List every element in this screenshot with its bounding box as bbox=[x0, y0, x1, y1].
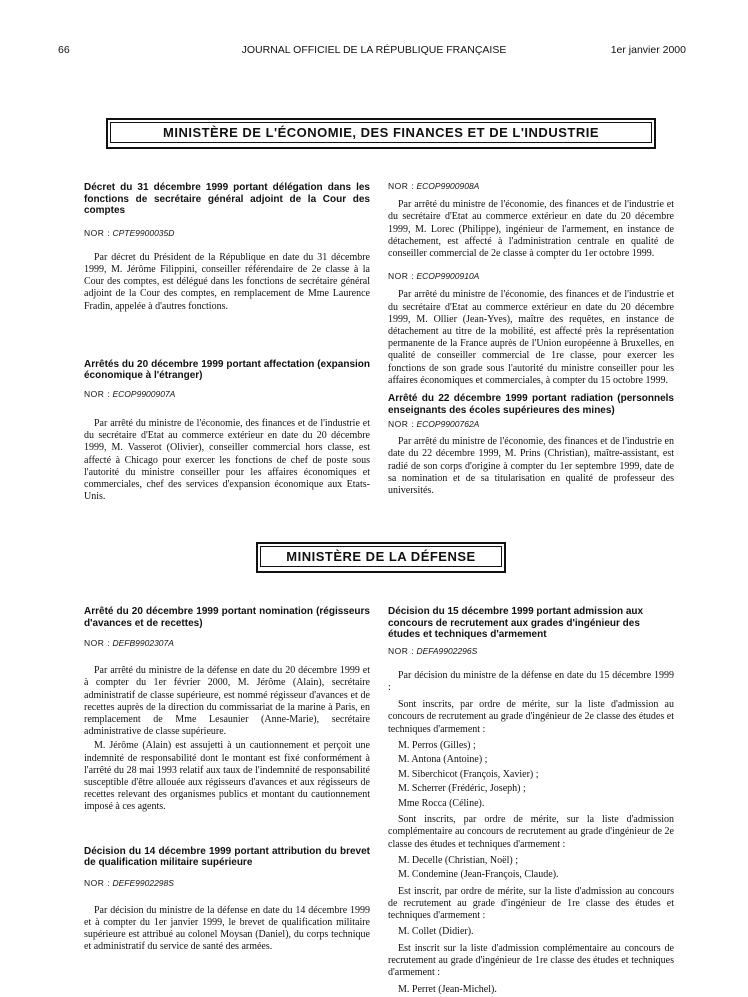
list-item: M. Collet (Didier). bbox=[398, 926, 474, 938]
arrete-nomination-nor: NOR : DEFB9902307A bbox=[84, 638, 174, 648]
list-item: M. Decelle (Christian, Noël) ; bbox=[398, 854, 518, 866]
left-column-defense bbox=[84, 606, 370, 954]
list-item: M. Scherrer (Frédéric, Joseph) ; bbox=[398, 783, 526, 795]
arrete-nomination-p2: M. Jérôme (Alain) est assujetti à un cautionnement et perçoit une indemnité de responsabilité dont le montant est fixé conformément à l'arrêté du 28 mai 1993 relatif aux taux de l'indemnité de responsabilité susceptible d'être allouée aux régisseurs d'avances et aux régisseurs de recettes relevant des organismes publics et montant du cautionnement imposé à ces agents. bbox=[84, 740, 370, 813]
arrete-affectation-body: Par arrêté du ministre de l'économie, des finances et de l'industrie et du secrétaire d'Etat au commerce extérieur en date du 20 décembre 1999, M. Vasserot (Olivier), conseiller commercial hors classe, est affecté à Chicago pour exercer les fonctions de chef de poste sous l'autorité du ministre conseiller pour les affaires économiques et commerciales, chef des services d'expansion économique aux Etats-Unis. bbox=[84, 417, 370, 503]
arrete-affectation-nor: NOR : ECOP9900907A bbox=[84, 388, 176, 399]
right-column-defense bbox=[388, 606, 674, 997]
decree-title: Décret du 31 décembre 1999 portant délégation dans les fonctions de secrétaire général adjoint de la Cour des comptes bbox=[84, 182, 370, 216]
arrete-nomination-title: Arrêté du 20 décembre 1999 portant nomination (régisseurs d'avances et de recettes) bbox=[84, 606, 370, 629]
ministry-defense-box bbox=[256, 542, 506, 573]
arrete-radiation-body: Par arrêté du ministre de l'économie, des finances et de l'industrie en date du 22 décembre 1999, M. Prins (Christian), maître-assistant, est radié de son corps d'origine à compter du 1er septembre 1999, date de sa nomination et de sa titularisation en qualité de professeur des universités. bbox=[388, 436, 674, 497]
list-item: M. Perret (Jean-Michel). bbox=[398, 983, 497, 995]
arrete-ollier-body: Par arrêté du ministre de l'économie, des finances et de l'industrie et du secrétaire d'Etat au commerce extérieur en date du 20 décembre 1999, M. Ollier (Jean-Yves), maître des requêtes, en instance de détachement au titre de la mobilité, est affecté près la représentation permanente de la France auprès de l'Union européenne à Bruxelles, en qualité de conseiller commercial de 1re classe, pour exercer les fonctions de son grade sous l'autorité du ministre conseiller pour les affaires économiques et commerciales, à compter du 15 octobre 1999. bbox=[388, 289, 674, 386]
list3 bbox=[388, 925, 674, 940]
list3-intro: Est inscrit, par ordre de mérite, sur la liste d'admission au concours de recrutement au grade d'ingénieur de 1re classe des études et techniques d'armement : bbox=[388, 885, 674, 922]
list2-intro: Sont inscrits, par ordre de mérite, sur la liste d'admission complémentaire au concours de recrutement au grade d'ingénieur de 2e classe des études et techniques d'armement : bbox=[388, 814, 674, 850]
arrete-lorec-nor: NOR : ECOP9900908A bbox=[388, 181, 480, 191]
list-item: M. Siberchicot (François, Xavier) ; bbox=[398, 768, 539, 780]
arrete-radiation-nor: NOR : ECOP9900762A bbox=[388, 419, 480, 430]
ministry-defense-heading: MINISTÈRE DE LA DÉFENSE bbox=[260, 546, 502, 567]
list-item: Mme Rocca (Céline). bbox=[398, 797, 485, 809]
arrete-lorec-body: Par arrêté du ministre de l'économie, des finances et de l'industrie et du secrétaire d'Etat au commerce extérieur en date du 20 décembre 1999, M. Lorec (Philippe), ingénieur de l'armement, en instance de détachement, est affecté à l'administration centrale en qualité de conseiller commercial de 2e classe à compter du 1er octobre 1999. bbox=[388, 199, 674, 260]
list-item: M. Condemine (Jean-François, Claude). bbox=[398, 869, 559, 881]
page-number: 66 bbox=[58, 44, 70, 56]
decision-brevet-title: Décision du 14 décembre 1999 portant attribution du brevet de qualification militaire supérieure bbox=[84, 845, 370, 869]
right-column-economie bbox=[388, 180, 674, 497]
journal-title: JOURNAL OFFICIEL DE LA RÉPUBLIQUE FRANÇAISE bbox=[241, 44, 507, 56]
arrete-ollier-nor: NOR : ECOP9900910A bbox=[388, 271, 480, 282]
arrete-nomination-p1: Par arrêté du ministre de la défense en date du 20 décembre 1999 et à compter du 1er février 2000, M. Jérôme (Alain), secrétaire administratif de classe supérieure, est nommé régisseur d'avances et de recettes auprès de la direction du commissariat de la marine à Paris, en remplacement de Mme Lesaunier (Anne-Marie), secrétaire administrative de classe supérieure. bbox=[84, 665, 370, 738]
decision-brevet-body: Par décision du ministre de la défense en date du 14 décembre 1999 et à compter du 1er janvier 1999, le brevet de qualification militaire supérieure est attribué au colonel Moysan (Daniel), du corps technique et administratif du service de santé des armées. bbox=[84, 904, 370, 953]
ministry-economie-heading: MINISTÈRE DE L'ÉCONOMIE, DES FINANCES ET DE L'INDUSTRIE bbox=[110, 122, 652, 143]
list-item: M. Perros (Gilles) ; bbox=[398, 739, 476, 751]
left-column-economie bbox=[84, 182, 370, 503]
decision-admission-intro: Par décision du ministre de la défense en date du 15 décembre 1999 : bbox=[388, 669, 674, 693]
list1 bbox=[388, 739, 674, 812]
decree-nor: NOR : CPTE9900035D bbox=[84, 227, 175, 238]
list2 bbox=[388, 854, 674, 883]
list-item: M. Antona (Antoine) ; bbox=[398, 754, 488, 766]
ministry-economie-box bbox=[106, 118, 656, 149]
list4-intro: Est inscrit sur la liste d'admission complémentaire au concours de recrutement au grade d'ingénieur de 1re classe des études et techniques d'armement : bbox=[388, 942, 674, 979]
page-date: 1er janvier 2000 bbox=[610, 44, 686, 56]
decree-body: Par décret du Président de la République en date du 31 décembre 1999, M. Jérôme Filippini, conseiller référendaire de 2e classe à la Cour des comptes, est délégué dans les fonctions de secrétaire général adjoint de la Cour des comptes, en remplacement de Mme Laurence Fradin, appelée à d'autres fonctions. bbox=[84, 251, 370, 312]
arrete-affectation-title: Arrêtés du 20 décembre 1999 portant affectation (expansion économique à l'étranger) bbox=[84, 358, 370, 382]
list1-intro: Sont inscrits, par ordre de mérite, sur la liste d'admission au concours de recrutement au grade d'ingénieur de 2e classe des études et techniques d'armement : bbox=[388, 699, 674, 735]
decision-admission-nor: NOR : DEFA9902296S bbox=[388, 645, 478, 656]
decision-brevet-nor: NOR : DEFE9902298S bbox=[84, 877, 174, 888]
arrete-radiation-title: Arrêté du 22 décembre 1999 portant radiation (personnels enseignants des écoles supérieures des mines) bbox=[388, 393, 674, 416]
decision-admission-title: Décision du 15 décembre 1999 portant admission aux concours de recrutement aux grades d'ingénieur des études et techniques d'armement bbox=[388, 606, 644, 640]
